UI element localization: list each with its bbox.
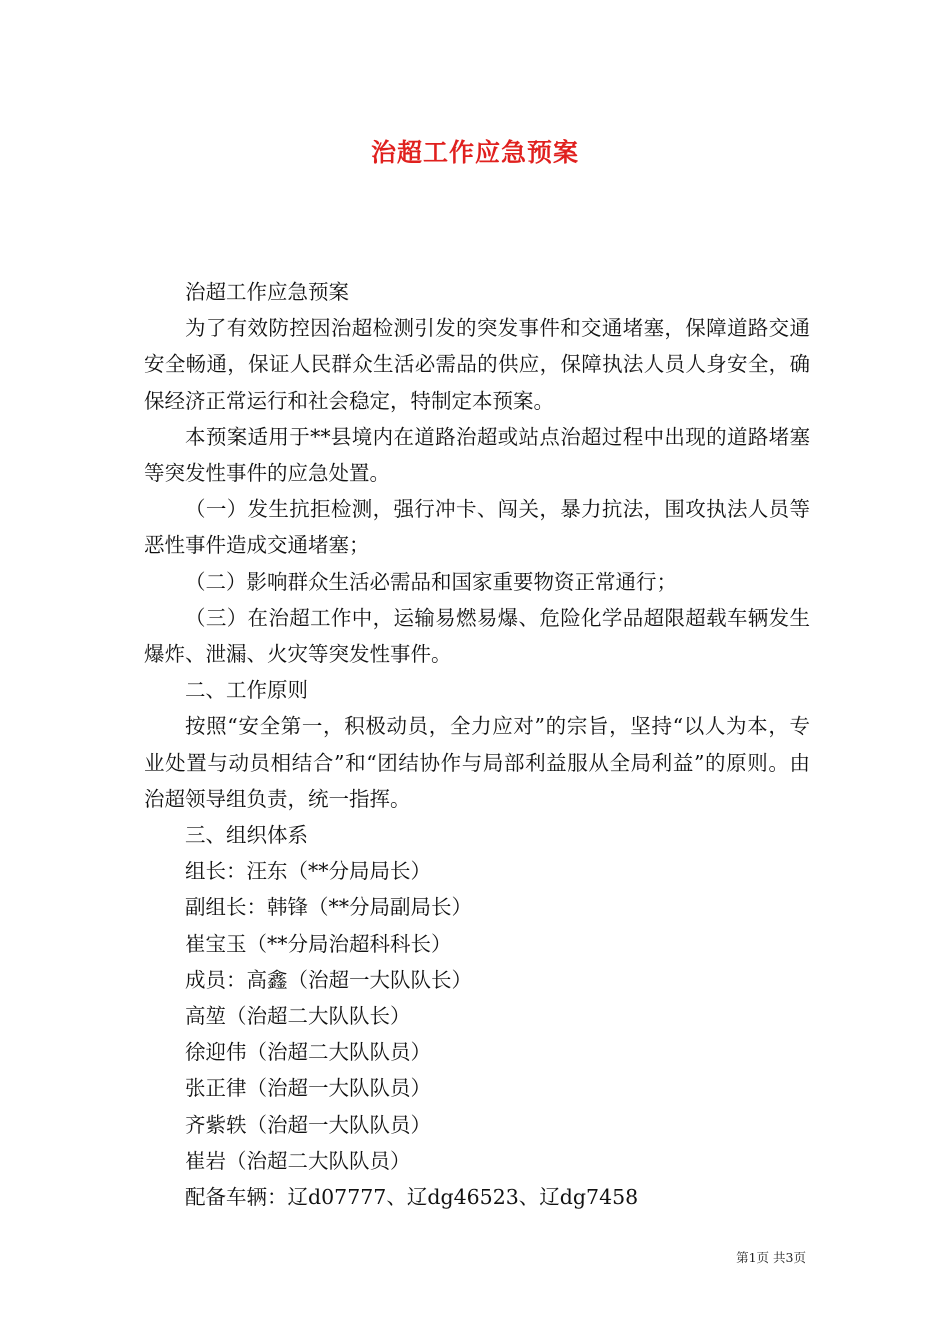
document-title: 治超工作应急预案 xyxy=(370,138,579,167)
section-heading-organization: 三、组织体系 xyxy=(185,823,308,848)
list-item: 崔岩（治超二大队队员） xyxy=(185,1148,411,1173)
paragraph-purpose: 为了有效防控因治超检测引发的突发事件和交通堵塞，保障道路交通安全畅通，保证人民群众生活必需品的供应，保障执法人员人身安全，确保经济正常运行和社会稳定，特制定本预案。 xyxy=(144,316,810,413)
document-body xyxy=(144,274,810,1215)
paragraph-scope: 本预案适用于**县境内在道路治超或站点治超过程中出现的道路堵塞等突发性事件的应急处置。 xyxy=(144,424,810,486)
list-item: 徐迎伟（治超二大队队员） xyxy=(185,1040,431,1065)
list-item: 齐紫轶（治超一大队队员） xyxy=(185,1112,431,1137)
paragraph-item-3: （三）在治超工作中，运输易燃易爆、危险化学品超限超载车辆发生爆炸、泄漏、火灾等突发性事件。 xyxy=(144,605,810,667)
list-item: 高堃（治超二大队队长） xyxy=(185,1004,411,1029)
list-item: 组长：汪东（**分局局长） xyxy=(185,859,431,884)
paragraph-item-2: （二）影响群众生活必需品和国家重要物资正常通行； xyxy=(185,569,677,594)
list-item: 副组长：韩锋（**分局副局长） xyxy=(185,895,472,920)
list-item: 成员：高鑫（治超一大队队长） xyxy=(185,967,472,992)
list-item-vehicles: 配备车辆：辽d07777、辽dg46523、辽dg7458 xyxy=(185,1185,639,1210)
paragraph-heading: 治超工作应急预案 xyxy=(185,280,349,304)
page-number: 第1页 共3页 xyxy=(736,1250,806,1265)
section-heading-principles: 二、工作原则 xyxy=(185,678,308,703)
list-item: 崔宝玉（**分局治超科科长） xyxy=(185,931,452,956)
paragraph-principles: 按照“安全第一，积极动员，全力应对”的宗旨，坚持“以人为本，专业处置与动员相结合”和“团结协作与局部利益服从全局利益”的原则。由治超领导组负责，统一指挥。 xyxy=(144,714,810,811)
paragraph-item-1: （一）发生抗拒检测，强行冲卡、闯关，暴力抗法，围攻执法人员等恶性事件造成交通堵塞； xyxy=(144,497,810,558)
list-item: 张正律（治超一大队队员） xyxy=(185,1076,431,1101)
